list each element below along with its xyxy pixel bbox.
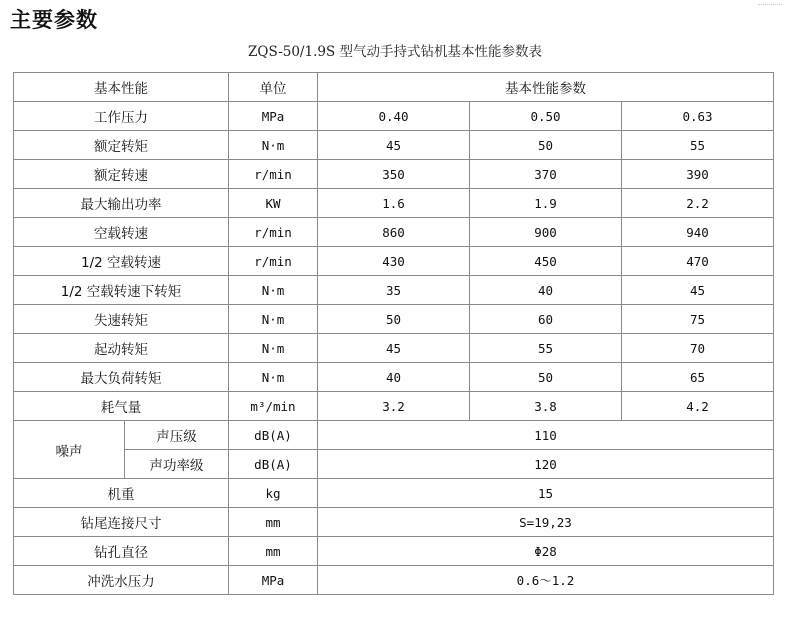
param-value: 4.2 (622, 392, 774, 421)
param-value: 0.63 (622, 102, 774, 131)
param-value: 60 (470, 305, 622, 334)
param-value: 390 (622, 160, 774, 189)
param-name: 耗气量 (14, 392, 229, 421)
param-value: 110 (318, 421, 774, 450)
param-value: 0.50 (470, 102, 622, 131)
param-unit: r/min (229, 160, 318, 189)
table-row (14, 160, 774, 189)
param-unit: N·m (229, 276, 318, 305)
param-value: 75 (622, 305, 774, 334)
param-value: 55 (622, 131, 774, 160)
param-name: 钻尾连接尺寸 (14, 508, 229, 537)
param-value: 1.6 (318, 189, 470, 218)
param-name: 最大输出功率 (14, 189, 229, 218)
param-value: 45 (318, 131, 470, 160)
param-value: 450 (470, 247, 622, 276)
param-unit: MPa (229, 566, 318, 595)
param-value: 45 (622, 276, 774, 305)
param-unit: N·m (229, 305, 318, 334)
param-value: 1.9 (470, 189, 622, 218)
param-value: 50 (318, 305, 470, 334)
param-value: 3.2 (318, 392, 470, 421)
param-value: 40 (318, 363, 470, 392)
param-value: 35 (318, 276, 470, 305)
param-value: 55 (470, 334, 622, 363)
table-caption: ZQS-50/1.9S 型气动手持式钻机基本性能参数表 (248, 44, 542, 60)
param-value: 50 (470, 363, 622, 392)
param-unit: mm (229, 508, 318, 537)
param-name: 最大负荷转矩 (14, 363, 229, 392)
param-value: 430 (318, 247, 470, 276)
param-unit: MPa (229, 102, 318, 131)
param-value: 70 (622, 334, 774, 363)
table-row (14, 508, 774, 537)
param-unit: N·m (229, 334, 318, 363)
param-value: 15 (318, 479, 774, 508)
param-value: 50 (470, 131, 622, 160)
param-value: 0.40 (318, 102, 470, 131)
header-unit: 单位 (229, 73, 318, 102)
param-unit: m³/min (229, 392, 318, 421)
table-row (14, 392, 774, 421)
corner-decoration (758, 4, 782, 13)
param-value: 65 (622, 363, 774, 392)
table-row (14, 479, 774, 508)
param-unit: dB(A) (229, 421, 318, 450)
param-name: 空载转速 (14, 218, 229, 247)
param-value: S=19,23 (318, 508, 774, 537)
param-name: 失速转矩 (14, 305, 229, 334)
table-row (14, 363, 774, 392)
param-unit: dB(A) (229, 450, 318, 479)
param-name: 声压级 (125, 421, 229, 450)
param-unit: N·m (229, 131, 318, 160)
param-value: 45 (318, 334, 470, 363)
param-name: 额定转矩 (14, 131, 229, 160)
param-value: 370 (470, 160, 622, 189)
param-unit: mm (229, 537, 318, 566)
table-row (14, 247, 774, 276)
param-name: 1/2 空载转速下转矩 (14, 276, 229, 305)
param-value: 120 (318, 450, 774, 479)
table-row (14, 334, 774, 363)
table-row (14, 276, 774, 305)
parameters-table (13, 72, 774, 595)
table-row (14, 450, 774, 479)
param-name: 机重 (14, 479, 229, 508)
table-row (14, 189, 774, 218)
param-name: 工作压力 (14, 102, 229, 131)
param-value: 40 (470, 276, 622, 305)
param-value: 2.2 (622, 189, 774, 218)
table-row (14, 537, 774, 566)
page-heading: 主要参数 (10, 8, 98, 32)
param-unit: KW (229, 189, 318, 218)
param-unit: r/min (229, 218, 318, 247)
param-value: 940 (622, 218, 774, 247)
param-unit: r/min (229, 247, 318, 276)
param-value: 350 (318, 160, 470, 189)
header-performance: 基本性能 (14, 73, 229, 102)
param-value: 900 (470, 218, 622, 247)
param-value: Φ28 (318, 537, 774, 566)
table-row (14, 305, 774, 334)
param-unit: N·m (229, 363, 318, 392)
param-name: 起动转矩 (14, 334, 229, 363)
table-row (14, 218, 774, 247)
param-unit: kg (229, 479, 318, 508)
noise-group-label: 噪声 (14, 421, 125, 479)
table-header-row (14, 73, 774, 102)
table-row (14, 421, 774, 450)
param-name: 冲洗水压力 (14, 566, 229, 595)
table-row (14, 566, 774, 595)
param-name: 额定转速 (14, 160, 229, 189)
param-value: 3.8 (470, 392, 622, 421)
table-row (14, 131, 774, 160)
header-values: 基本性能参数 (318, 73, 774, 102)
param-value: 470 (622, 247, 774, 276)
param-name: 1/2 空载转速 (14, 247, 229, 276)
param-name: 钻孔直径 (14, 537, 229, 566)
param-name: 声功率级 (125, 450, 229, 479)
param-value: 860 (318, 218, 470, 247)
param-value: 0.6～1.2 (318, 566, 774, 595)
table-row (14, 102, 774, 131)
